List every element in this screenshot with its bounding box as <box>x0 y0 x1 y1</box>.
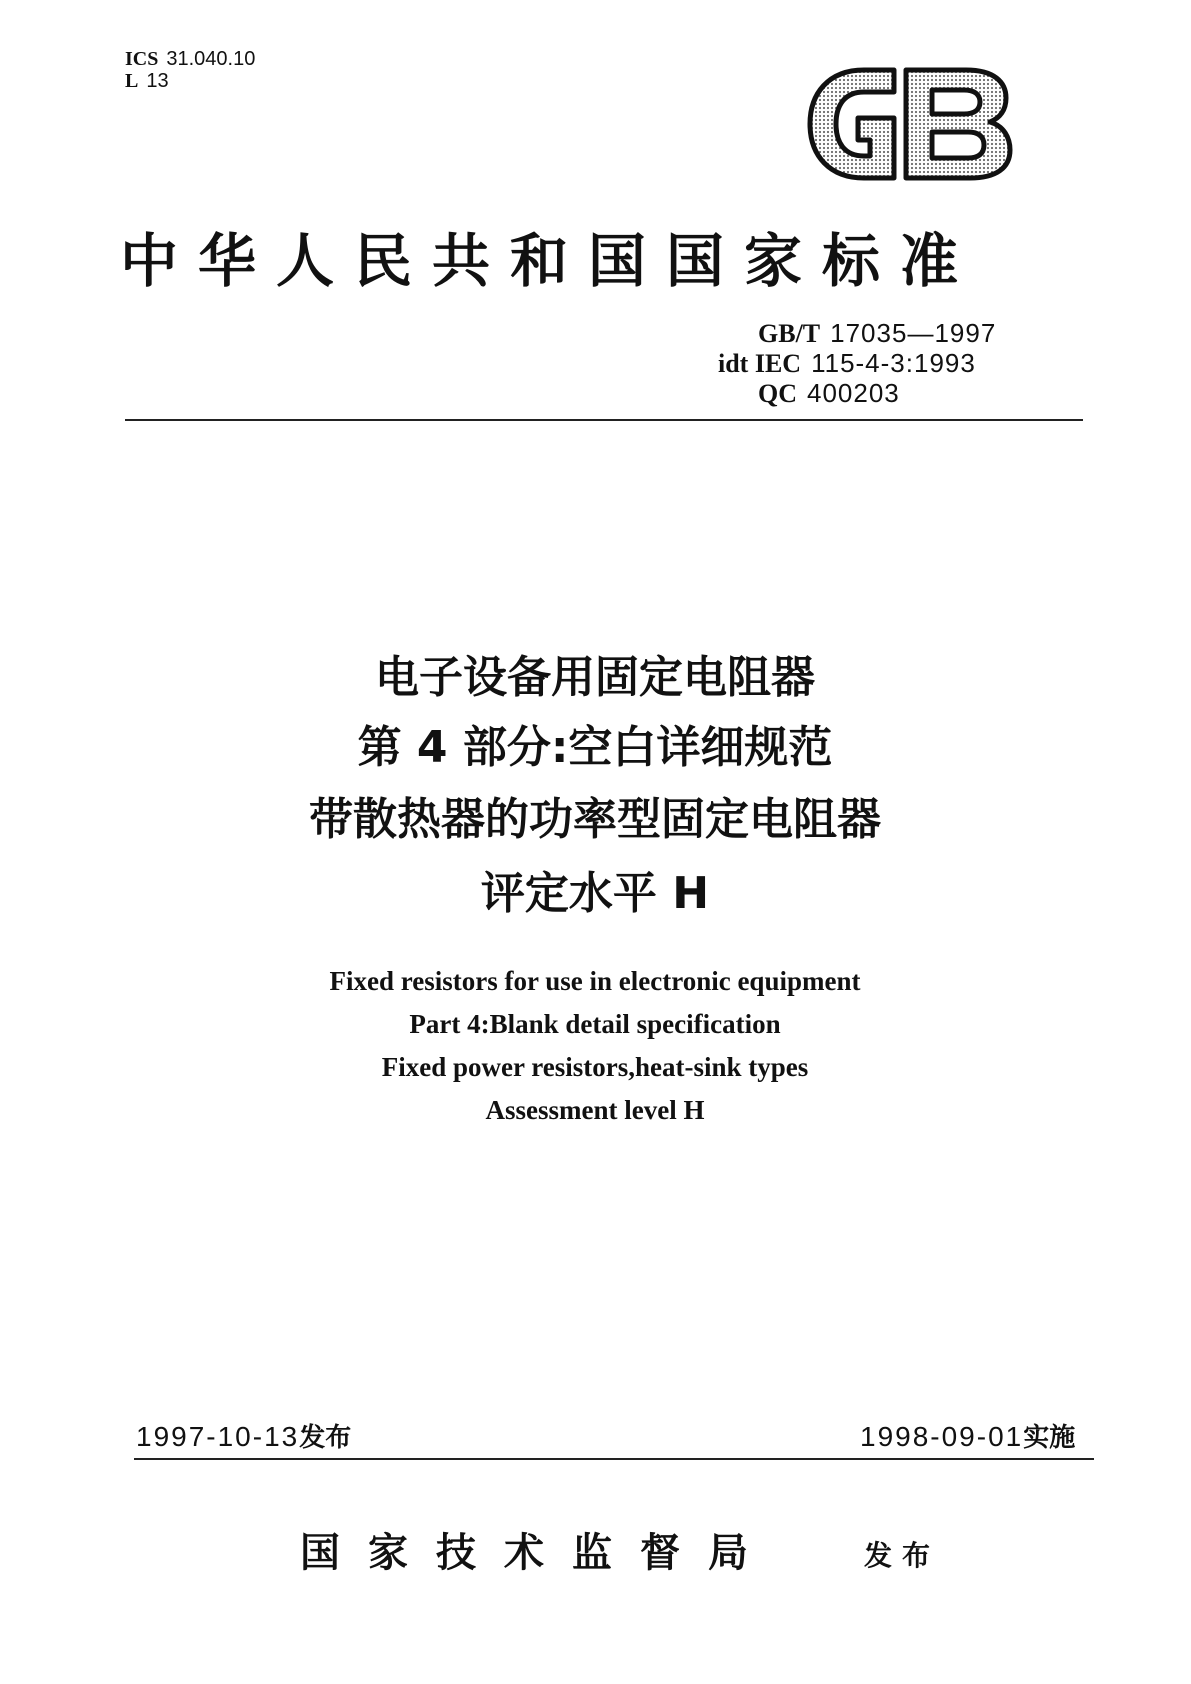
en-title-line-1: Fixed resistors for use in electronic equipment <box>329 966 861 996</box>
cn-title-line-2: 第 4 部分:空白详细规范 <box>357 722 833 773</box>
gb-label: GB/T <box>758 319 821 348</box>
national-standard-title: 中华人民共和国国家标准 <box>120 227 979 295</box>
ccs-label: L <box>125 70 139 92</box>
ics-code <box>125 48 255 70</box>
qc-standard-number <box>758 378 1098 409</box>
idt-label: idt IEC <box>718 349 802 378</box>
publish-date <box>136 1420 351 1455</box>
qc-label: QC <box>758 379 797 408</box>
cn-title-line-4: 评定水平 H <box>480 868 710 919</box>
ics-value: 31.040.10 <box>166 48 256 70</box>
cn-title-line-3: 带散热器的功率型固定电阻器 <box>309 794 881 845</box>
ccs-value: 13 <box>146 70 169 92</box>
gb-logo <box>806 66 1014 182</box>
implement-date-suffix: 实施 <box>1023 1423 1076 1453</box>
implement-date <box>860 1420 1075 1455</box>
ics-label: ICS <box>125 48 159 70</box>
header-rule <box>125 419 1083 421</box>
ccs-code <box>125 70 169 92</box>
cn-title-line-1: 电子设备用固定电阻器 <box>375 652 815 703</box>
en-title-line-3: Fixed power resistors,heat-sink types <box>381 1052 809 1082</box>
publish-date-value: 1997-10-13 <box>136 1421 300 1452</box>
gb-number: 17035—1997 <box>830 318 997 348</box>
idt-number: 115-4-3:1993 <box>811 348 976 378</box>
gb-standard-number <box>758 318 1098 349</box>
idt-standard-number <box>718 348 1058 379</box>
en-title-line-2: Part 4:Blank detail specification <box>409 1009 781 1039</box>
qc-number: 400203 <box>807 378 900 408</box>
en-title-line-4: Assessment level H <box>485 1095 705 1125</box>
footer-rule <box>134 1458 1094 1460</box>
implement-date-value: 1998-09-01 <box>860 1421 1024 1452</box>
publish-date-suffix: 发布 <box>299 1423 352 1453</box>
issuer-name: 国家技术监督局 <box>300 1529 776 1576</box>
issuer-action: 发布 <box>864 1539 941 1572</box>
